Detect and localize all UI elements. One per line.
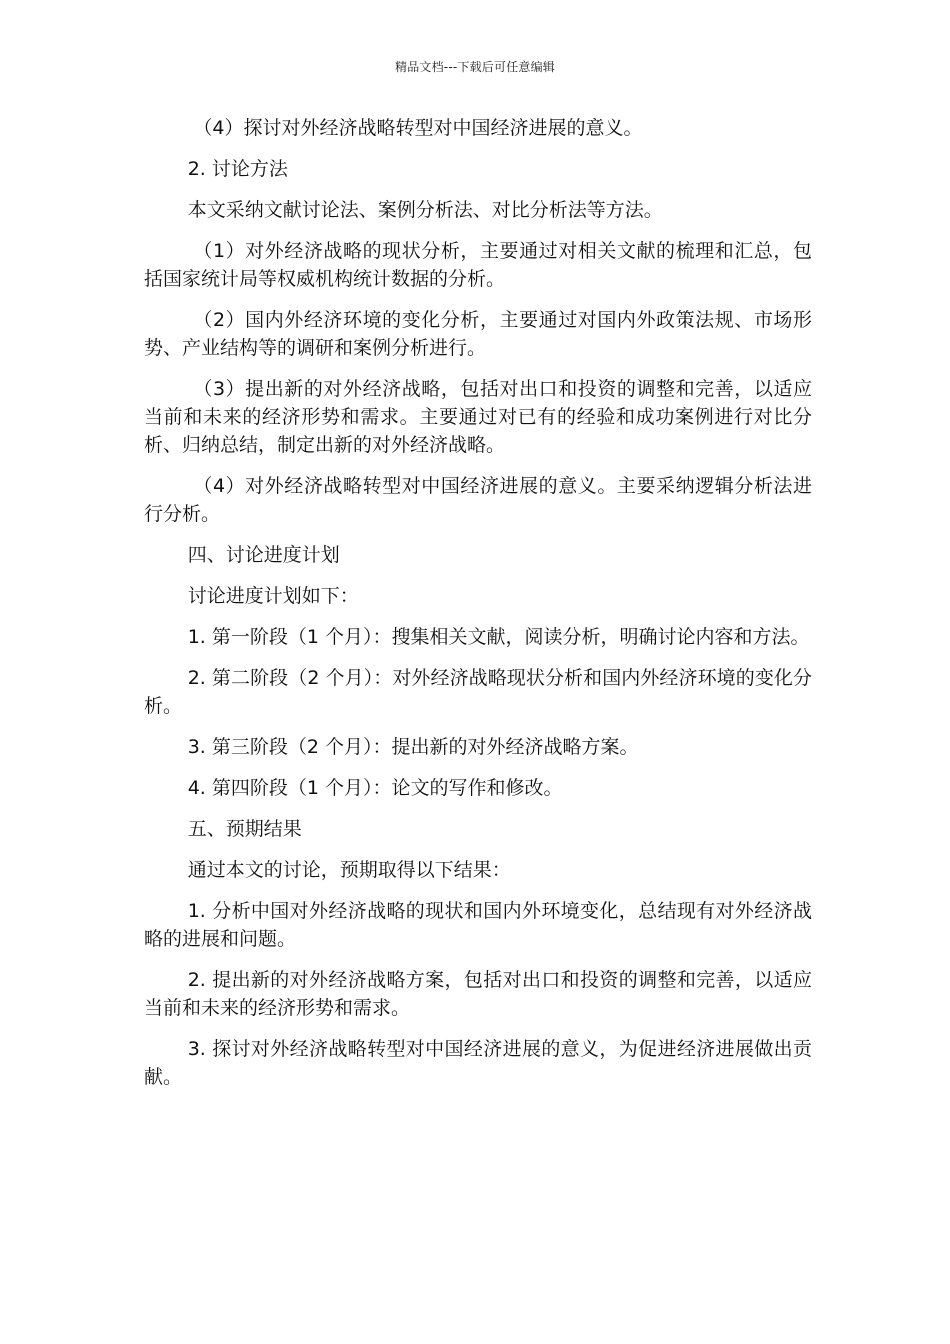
section-heading: 四、讨论进度计划 xyxy=(187,544,340,566)
paragraph: （4）对外经济战略转型对中国经济进展的意义。主要采纳逻辑分析法进行分析。 xyxy=(144,475,812,525)
paragraph: （4）探讨对外经济战略转型对中国经济进展的意义。 xyxy=(193,117,643,139)
paragraph: （3）提出新的对外经济战略，包括对出口和投资的调整和完善，以适应当前和未来的经济形势和需求。主要通过对已有的经验和成功案例进行对比分析、归纳总结，制定出新的对外经济战略。 xyxy=(144,378,812,456)
paragraph: 讨论进度计划如下： xyxy=(187,585,359,607)
list-item: 3. 第三阶段（2 个月）：提出新的对外经济战略方案。 xyxy=(187,736,639,758)
section-heading: 五、预期结果 xyxy=(187,818,302,840)
paragraph: 通过本文的讨论，预期取得以下结果： xyxy=(187,859,511,881)
list-item: 2. 提出新的对外经济战略方案，包括对出口和投资的调整和完善，以适应当前和未来的经济形势和需求。 xyxy=(144,969,812,1019)
list-item: 2. 第二阶段（2 个月）：对外经济战略现状分析和国内外经济环境的变化分析。 xyxy=(144,667,812,717)
list-item: 3. 探讨对外经济战略转型对中国经济进展的意义，为促进经济进展做出贡献。 xyxy=(144,1038,812,1088)
page-header: 精品文档---下载后可任意编辑 xyxy=(395,60,555,74)
paragraph: （1）对外经济战略的现状分析，主要通过对相关文献的梳理和汇总，包括国家统计局等权威机构统计数据的分析。 xyxy=(144,240,812,290)
section-heading: 2. 讨论方法 xyxy=(187,158,288,180)
list-item: 1. 分析中国对外经济战略的现状和国内外环境变化，总结现有对外经济战略的进展和问题。 xyxy=(144,900,812,950)
paragraph: （2）国内外经济环境的变化分析，主要通过对国内外政策法规、市场形势、产业结构等的调研和案例分析进行。 xyxy=(144,309,812,359)
paragraph: 本文采纳文献讨论法、案例分析法、对比分析法等方法。 xyxy=(187,199,663,221)
list-item: 4. 第四阶段（1 个月）：论文的写作和修改。 xyxy=(187,777,563,799)
document-body xyxy=(144,114,812,1104)
list-item: 1. 第一阶段（1 个月）：搜集相关文献，阅读分析，明确讨论内容和方法。 xyxy=(187,626,810,648)
